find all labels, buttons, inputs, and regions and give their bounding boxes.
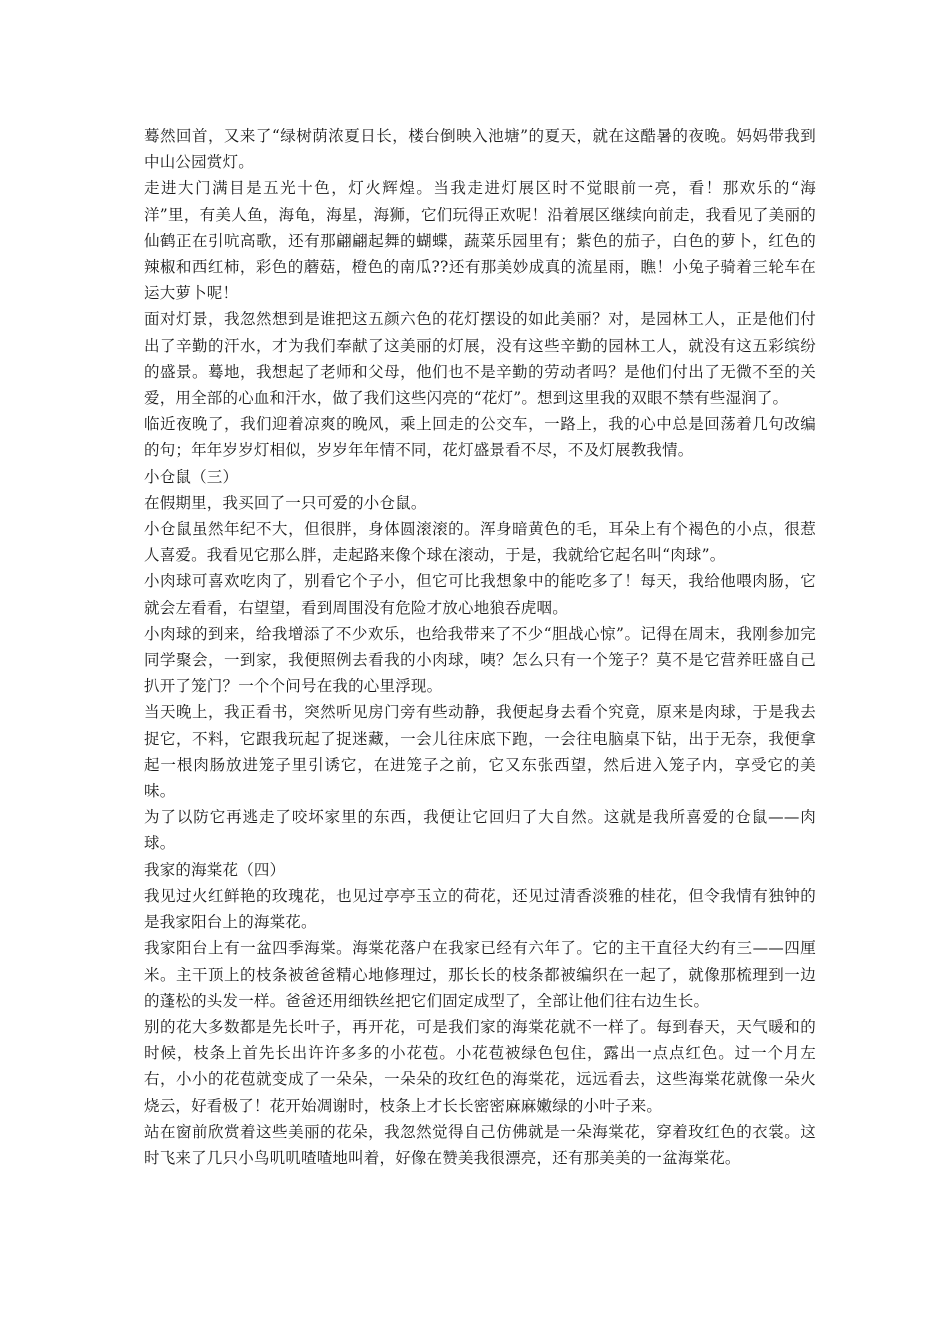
paragraph: 为了以防它再逃走了咬坏家里的东西，我便让它回归了大自然。这就是我所喜爱的仓鼠——肉球。 (144, 808, 816, 853)
paragraph: 我家阳台上有一盆四季海棠。海棠花落户在我家已经有六年了。它的主干直径大约有三——四厘米。主干顶上的枝条被爸爸精心地修理过，那长长的枝条都被编织在一起了，就像那梳理到一边的蓬松的头发一样。爸爸还用细铁丝把它们固定成型了，全部让他们往右边生长。 (144, 939, 816, 1010)
paragraph: 我见过火红鲜艳的玫瑰花，也见过亭亭玉立的荷花，还见过清香淡雅的桂花，但令我情有独钟的是我家阳台上的海棠花。 (144, 886, 816, 932)
paragraph: 别的花大多数都是先长叶子，再开花，可是我们家的海棠花就不一样了。每到春天，天气暖和的时候，枝条上首先长出许许多多的小花苞。小花苞被绿色包住，露出一点点红色。过一个月左右，小小的花苞就变成了一朵朵，一朵朵的玫红色的海棠花，远远看去，这些海棠花就像一朵火烧云，好看极了！花开始凋谢时，枝条上才长长密密麻麻嫩绿的小叶子来。 (144, 1017, 816, 1115)
section-title: 我家的海棠花（四） (144, 860, 286, 879)
paragraph: 小仓鼠虽然年纪不大，但很胖，身体圆滚滚的。浑身暗黄色的毛，耳朵上有个褐色的小点，很惹人喜爱。我看见它那么胖，走起路来像个球在滚动，于是，我就给它起名叫“肉球”。 (144, 520, 816, 565)
paragraph: 走进大门满目是五光十色，灯火辉煌。当我走进灯展区时不觉眼前一亮，看！那欢乐的“海洋”里，有美人鱼，海龟，海星，海狮，它们玩得正欢呢！沿着展区继续向前走，我看见了美丽的仙鹤正在引吭高歌，还有那翩翩起舞的蝴蝶，蔬菜乐园里有；紫色的茄子，白色的萝卜，红色的辣椒和西红柿，彩色的蘑菇，橙色的南瓜??还有那美妙成真的流星雨，瞧！小兔子骑着三轮车在运大萝卜呢！ (144, 179, 816, 303)
paragraph: 面对灯景，我忽然想到是谁把这五颜六色的花灯摆设的如此美丽？对，是园林工人，正是他们付出了辛勤的汗水，才为我们奉献了这美丽的灯展，没有这些辛勤的园林工人，就没有这五彩缤纷的盛景。蓦地，我想起了老师和父母，他们也不是辛勤的劳动者吗？是他们付出了无微不至的关爱，用全部的心血和汗水，做了我们这些闪亮的“花灯”。想到这里我的双眼不禁有些湿润了。 (144, 310, 816, 408)
paragraph: 小肉球的到来，给我增添了不少欢乐，也给我带来了不少“胆战心惊”。记得在周末，我刚参加完同学聚会，一到家，我便照例去看我的小肉球，咦？怎么只有一个笼子？莫不是它营养旺盛自己扒开了笼门？一个个问号在我的心里浮现。 (144, 624, 816, 696)
paragraph: 小肉球可喜欢吃肉了，别看它个子小，但它可比我想象中的能吃多了！每天，我给他喂肉肠，它就会左看看，右望望，看到周围没有危险才放心地狼吞虎咽。 (144, 572, 816, 617)
paragraph: 站在窗前欣赏着这些美丽的花朵，我忽然觉得自己仿佛就是一朵海棠花，穿着玫红色的衣裳。这时飞来了几只小鸟叽叽喳喳地叫着，好像在赞美我很漂亮，还有那美美的一盆海棠花。 (144, 1122, 816, 1167)
paragraph: 蓦然回首，又来了“绿树荫浓夏日长，楼台倒映入池塘”的夏天，就在这酷暑的夜晚。妈妈带我到中山公园赏灯。 (144, 127, 816, 172)
paragraph: 在假期里，我买回了一只可爱的小仓鼠。 (144, 493, 427, 512)
paragraph: 临近夜晚了，我们迎着凉爽的晚风，乘上回走的公交车，一路上，我的心中总是回荡着几句改编的句；年年岁岁灯相似，岁岁年年情不同，花灯盛景看不尽，不及灯展教我情。 (144, 415, 816, 460)
document-body (144, 123, 816, 1171)
section-title: 小仓鼠（三） (144, 467, 239, 486)
paragraph: 当天晚上，我正看书，突然听见房门旁有些动静，我便起身去看个究竟，原来是肉球，于是我去捉它，不料，它跟我玩起了捉迷藏，一会儿往床底下跑，一会往电脑桌下钻，出于无奈，我便拿起一根肉肠放进笼子里引诱它，在进笼子之前，它又东张西望，然后进入笼子内，享受它的美味。 (144, 703, 816, 801)
